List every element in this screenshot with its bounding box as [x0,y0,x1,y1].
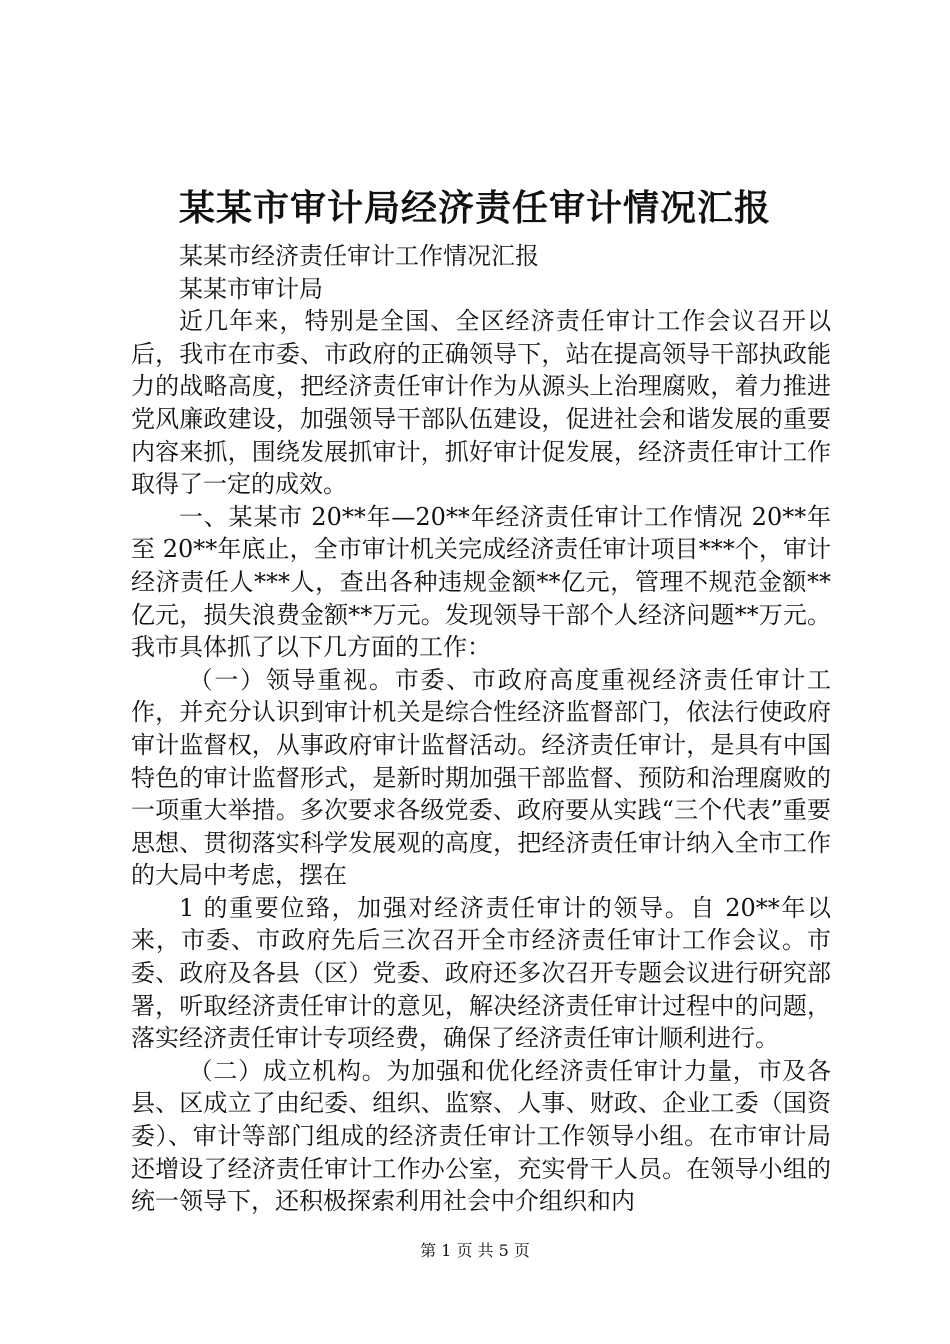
section-one-paragraph: 一、某某市 20**年—20**年经济责任审计工作情况 20**年至 20**年底止，全市审计机关完成经济责任审计项目***个，审计经济责任人***人，查出各种违规金额**亿元，管理不规范金额**亿元，损失浪费金额**万元。发现领导干部个人经济问题**万元。我市具体抓了以下几方面的工作： [131,502,831,662]
intro-paragraph: 近几年来，特别是全国、全区经济责任审计工作会议召开以后，我市在市委、市政府的正确领导下，站在提高领导干部执政能力的战略高度，把经济责任审计作为从源头上治理腐败，着力推进党风廉政建设，加强领导干部队伍建设，促进社会和谐发展的重要内容来抓，围绕发展抓审计，抓好审计促发展，经济责任审计工作取得了一定的成效。 [131,307,831,499]
subsection-organization-paragraph: （二）成立机构。为加强和优化经济责任审计力量，市及各县、区成立了由纪委、组织、监察、人事、财政、企业工委（国资委）、审计等部门组成的经济责任审计工作领导小组。在市审计局还增设了经济责任审计工作办公室，充实骨干人员。在领导小组的统一领导下，还积极探索利用社会中介组织和内 [131,1056,831,1216]
document-body [131,240,831,1218]
leadership-continued-paragraph: 1 的重要位臵，加强对经济责任审计的领导。自 20**年以来，市委、市政府先后三次召开全市经济责任审计工作会议。市委、政府及各县（区）党委、政府还多次召开专题会议进行研究部署，听取经济责任审计的意见，解决经济责任审计过程中的问题，落实经济责任审计专项经费，确保了经济责任审计顺利进行。 [131,893,831,1053]
page-footer: 第 1 页 共 5 页 [420,1241,530,1260]
subsection-leadership-paragraph: （一）领导重视。市委、市政府高度重视经济责任审计工作，并充分认识到审计机关是综合性经济监督部门，依法行使政府审计监督权，从事政府审计监督活动。经济责任审计，是具有中国特色的审计监督形式，是新时期加强干部监督、预防和治理腐败的一项重大举措。多次要求各级党委、政府要从实践“三个代表”重要思想、贯彻落实科学发展观的高度，把经济责任审计纳入全市工作的大局中考虑，摆在 [131,665,831,890]
issuing-organization: 某某市审计局 [179,274,323,303]
document-title: 某某市审计局经济责任审计情况汇报 [178,187,771,229]
report-subtitle: 某某市经济责任审计工作情况汇报 [179,242,539,270]
